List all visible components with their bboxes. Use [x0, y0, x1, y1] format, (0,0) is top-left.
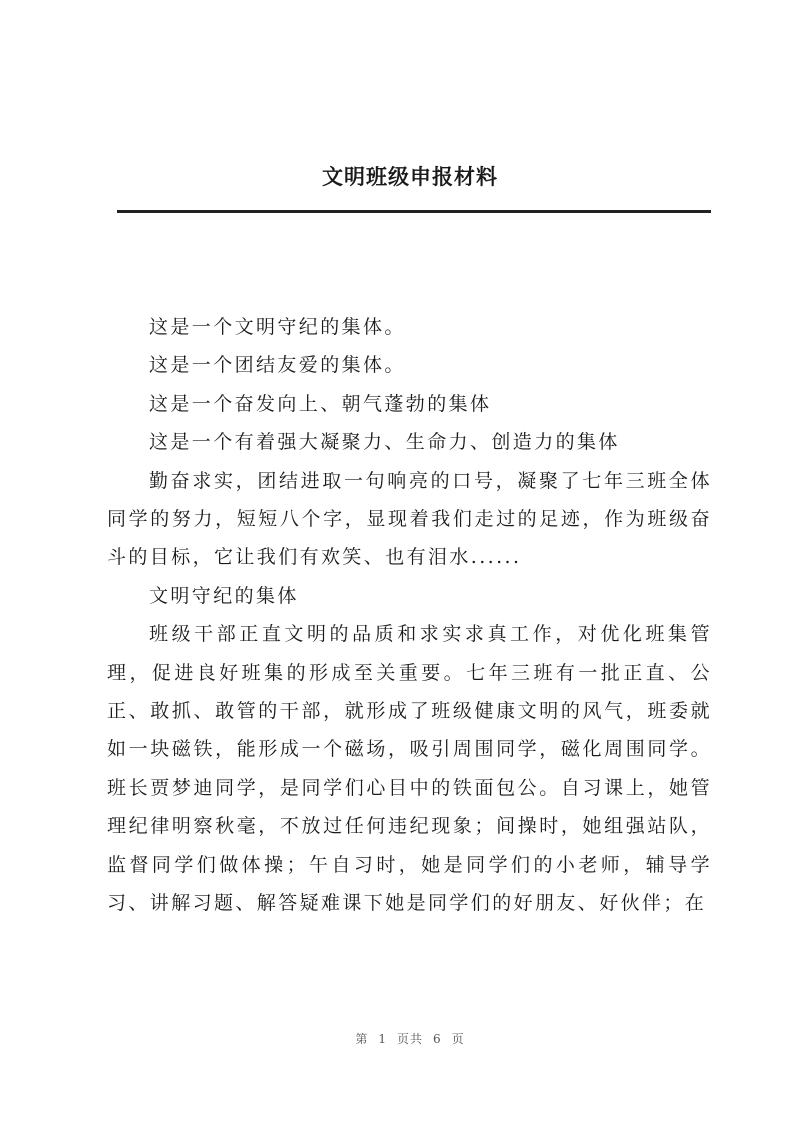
paragraph: 这是一个团结友爱的集体。	[149, 354, 406, 377]
title-divider	[117, 210, 711, 213]
paragraph: 这是一个奋发向上、朝气蓬勃的集体	[149, 392, 492, 415]
paragraph: 勤奋求实，团结进取一句响亮的口号，凝聚了七年三班全体同学的努力，短短八个字，显现着我们走过的足迹，作为班级奋斗的目标，它让我们有欢笑、也有泪水......	[107, 469, 712, 569]
section-heading: 文明守纪的集体	[149, 584, 299, 607]
total-pages-number: 6	[433, 1032, 442, 1046]
paragraph: 这是一个文明守纪的集体。	[149, 316, 406, 338]
current-page-number: 1	[378, 1032, 387, 1046]
page-label-middle: 页共	[396, 1032, 423, 1046]
page-label-suffix: 页	[451, 1032, 465, 1046]
document-title: 文明班级申报材料	[322, 165, 498, 189]
document-body	[107, 308, 712, 923]
paragraph: 班级干部正直文明的品质和求实求真工作，对优化班集管理，促进良好班集的形成至关重要。七年三班有一批正直、公正、敢抓、敢管的干部，就形成了班级健康文明的风气，班委就如一块磁铁，能形成一个磁场，吸引周围同学，磁化周围同学。班长贾梦迪同学，是同学们心目中的铁面包公。自习课上，她管理纪律明察秋毫，不放过任何违纪现象；间操时，她组强站队，监督同学们做体操；午自习时，她是同学们的小老师，辅导学习、讲解习题、解答疑难课下她是同学们的好朋友、好伙伴；在	[107, 623, 712, 915]
page-label-prefix: 第	[355, 1032, 369, 1046]
paragraph: 这是一个有着强大凝聚力、生命力、创造力的集体	[149, 431, 620, 454]
page-footer	[0, 1030, 800, 1047]
